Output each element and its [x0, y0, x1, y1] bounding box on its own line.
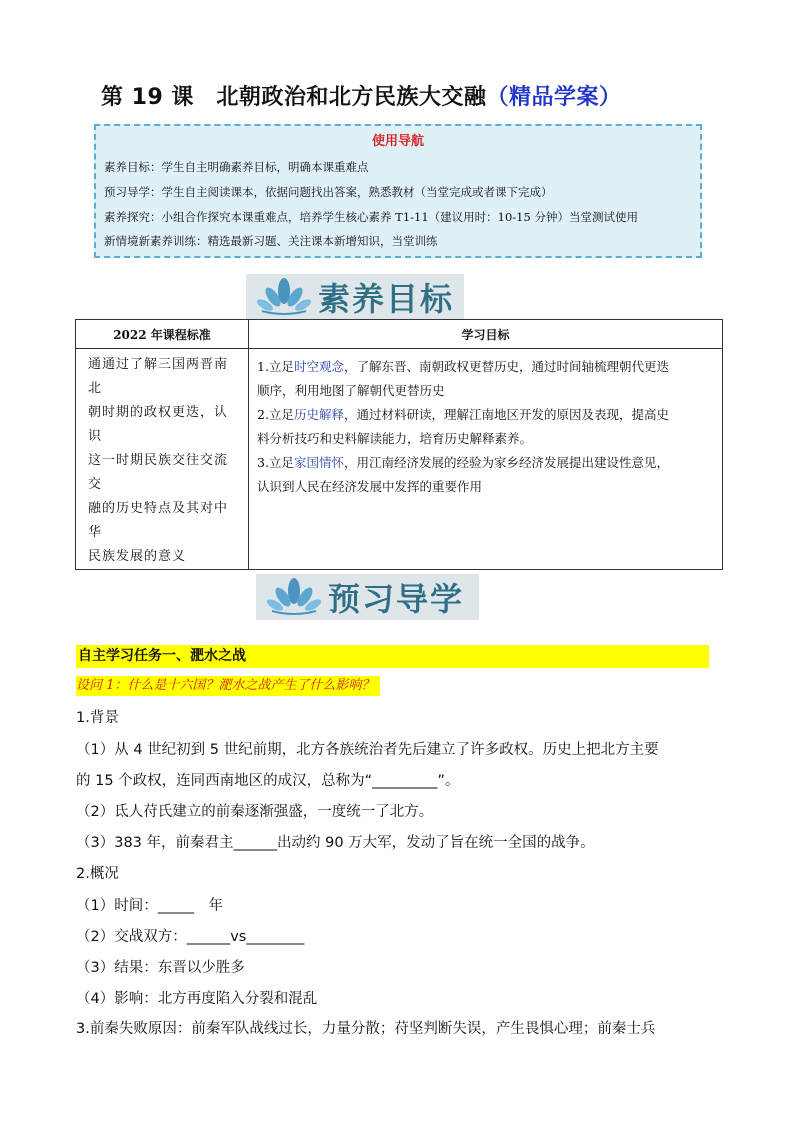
standard-cell — [76, 349, 249, 570]
content-line: 3.前秦失败原因：前秦军队战线过长，力量分散；苻坚判断失误，产生畏惧心理；前秦士兵 — [76, 1021, 656, 1037]
standard-line: 融的历史特点及其对中华 — [88, 501, 229, 540]
goals-table — [75, 319, 723, 570]
table-header-goals: 学习目标 — [249, 320, 723, 349]
content-line: 的 15 个政权，连同西南地区的成汉，总称为“_________”。 — [76, 773, 460, 789]
section-banner-preview — [256, 574, 479, 620]
standard-line: 这一时期民族交往交流交 — [88, 453, 229, 492]
goals-cell — [249, 349, 723, 570]
content-line: （2）交战双方：______vs________ — [76, 929, 305, 945]
guide-heading: 使用导航 — [371, 134, 424, 149]
goal-keyword: 历史解释 — [293, 407, 344, 422]
title-main: 第 19 课 北朝政治和北方民族大交融 — [101, 85, 487, 110]
content-line: （3）结果：东晋以少胜多 — [76, 960, 245, 976]
task-heading: 自主学习任务一、淝水之战 — [76, 645, 709, 668]
guide-line: 新情境新素养训练：精选最新习题、关注课本新增知识，当堂训练 — [104, 234, 438, 248]
banner-goals-label: 素养目标 — [318, 280, 455, 318]
standard-line: 通通过了解三国两晋南北 — [88, 357, 229, 396]
section-banner-goals — [246, 274, 464, 320]
content-line: （1）时间：_____ 年 — [76, 898, 223, 914]
content-line: （3）383 年，前秦君主______出动约 90 万大军，发动了旨在统一全国的战争。 — [76, 835, 595, 851]
title-paren-close: ） — [598, 85, 622, 110]
lotus-icon — [256, 277, 312, 317]
guide-line: 素养目标：学生自主明确素养目标，明确本课重难点 — [104, 160, 369, 174]
goal-keyword: 家国情怀 — [293, 455, 344, 470]
usage-guide-box — [94, 124, 702, 258]
title-paren-open: （ — [486, 85, 509, 110]
content-line: （1）从 4 世纪初到 5 世纪前期，北方各族统治者先后建立了许多政权。历史上把北方主要 — [76, 742, 659, 758]
guide-line: 素养探究：小组合作探究本课重难点，培养学生核心素养 T1-11（建议用时：10-15 分钟）当堂测试使用 — [104, 210, 638, 224]
lotus-icon — [266, 577, 322, 617]
standard-line: 朝时期的政权更迭，认识 — [88, 405, 229, 444]
table-header-standard: 2022 年课程标准 — [76, 320, 249, 349]
goal-line: 认识到人民在经济发展中发挥的重要作用 — [257, 479, 483, 494]
goal-line: 1.立足时空观念，了解东晋、南朝政权更替历史，通过时间轴梳理朝代更迭 — [257, 359, 669, 374]
goal-line: 顺序，利用地图了解朝代更替历史 — [257, 383, 445, 398]
page-title — [101, 80, 621, 111]
goal-line: 3.立足家国情怀，用江南经济发展的经验为家乡经济发展提出建设性意见， — [257, 455, 669, 470]
banner-preview-label: 预习导学 — [328, 580, 465, 618]
goal-line: 料分析技巧和史料解读能力，培育历史解释素养。 — [257, 431, 533, 446]
title-highlight: 精品学案 — [508, 85, 599, 110]
guide-line: 预习导学：学生自主阅读课本，依据问题找出答案，熟悉教材（当堂完成或者课下完成） — [104, 185, 553, 199]
content-line: 2.概况 — [76, 866, 119, 882]
content-line: （4）影响：北方再度陷入分裂和混乱 — [76, 991, 318, 1007]
content-line: 1.背景 — [76, 710, 119, 726]
question-label: 设问 1：什么是十六国？淝水之战产生了什么影响？ — [76, 676, 380, 696]
goal-line: 2.立足历史解释，通过材料研读，理解江南地区开发的原因及表现，提高史 — [257, 407, 669, 422]
standard-line: 民族发展的意义 — [88, 549, 187, 564]
goal-keyword: 时空观念 — [293, 359, 344, 374]
content-line: （2）氐人苻氏建立的前秦逐渐强盛，一度统一了北方。 — [76, 804, 434, 820]
